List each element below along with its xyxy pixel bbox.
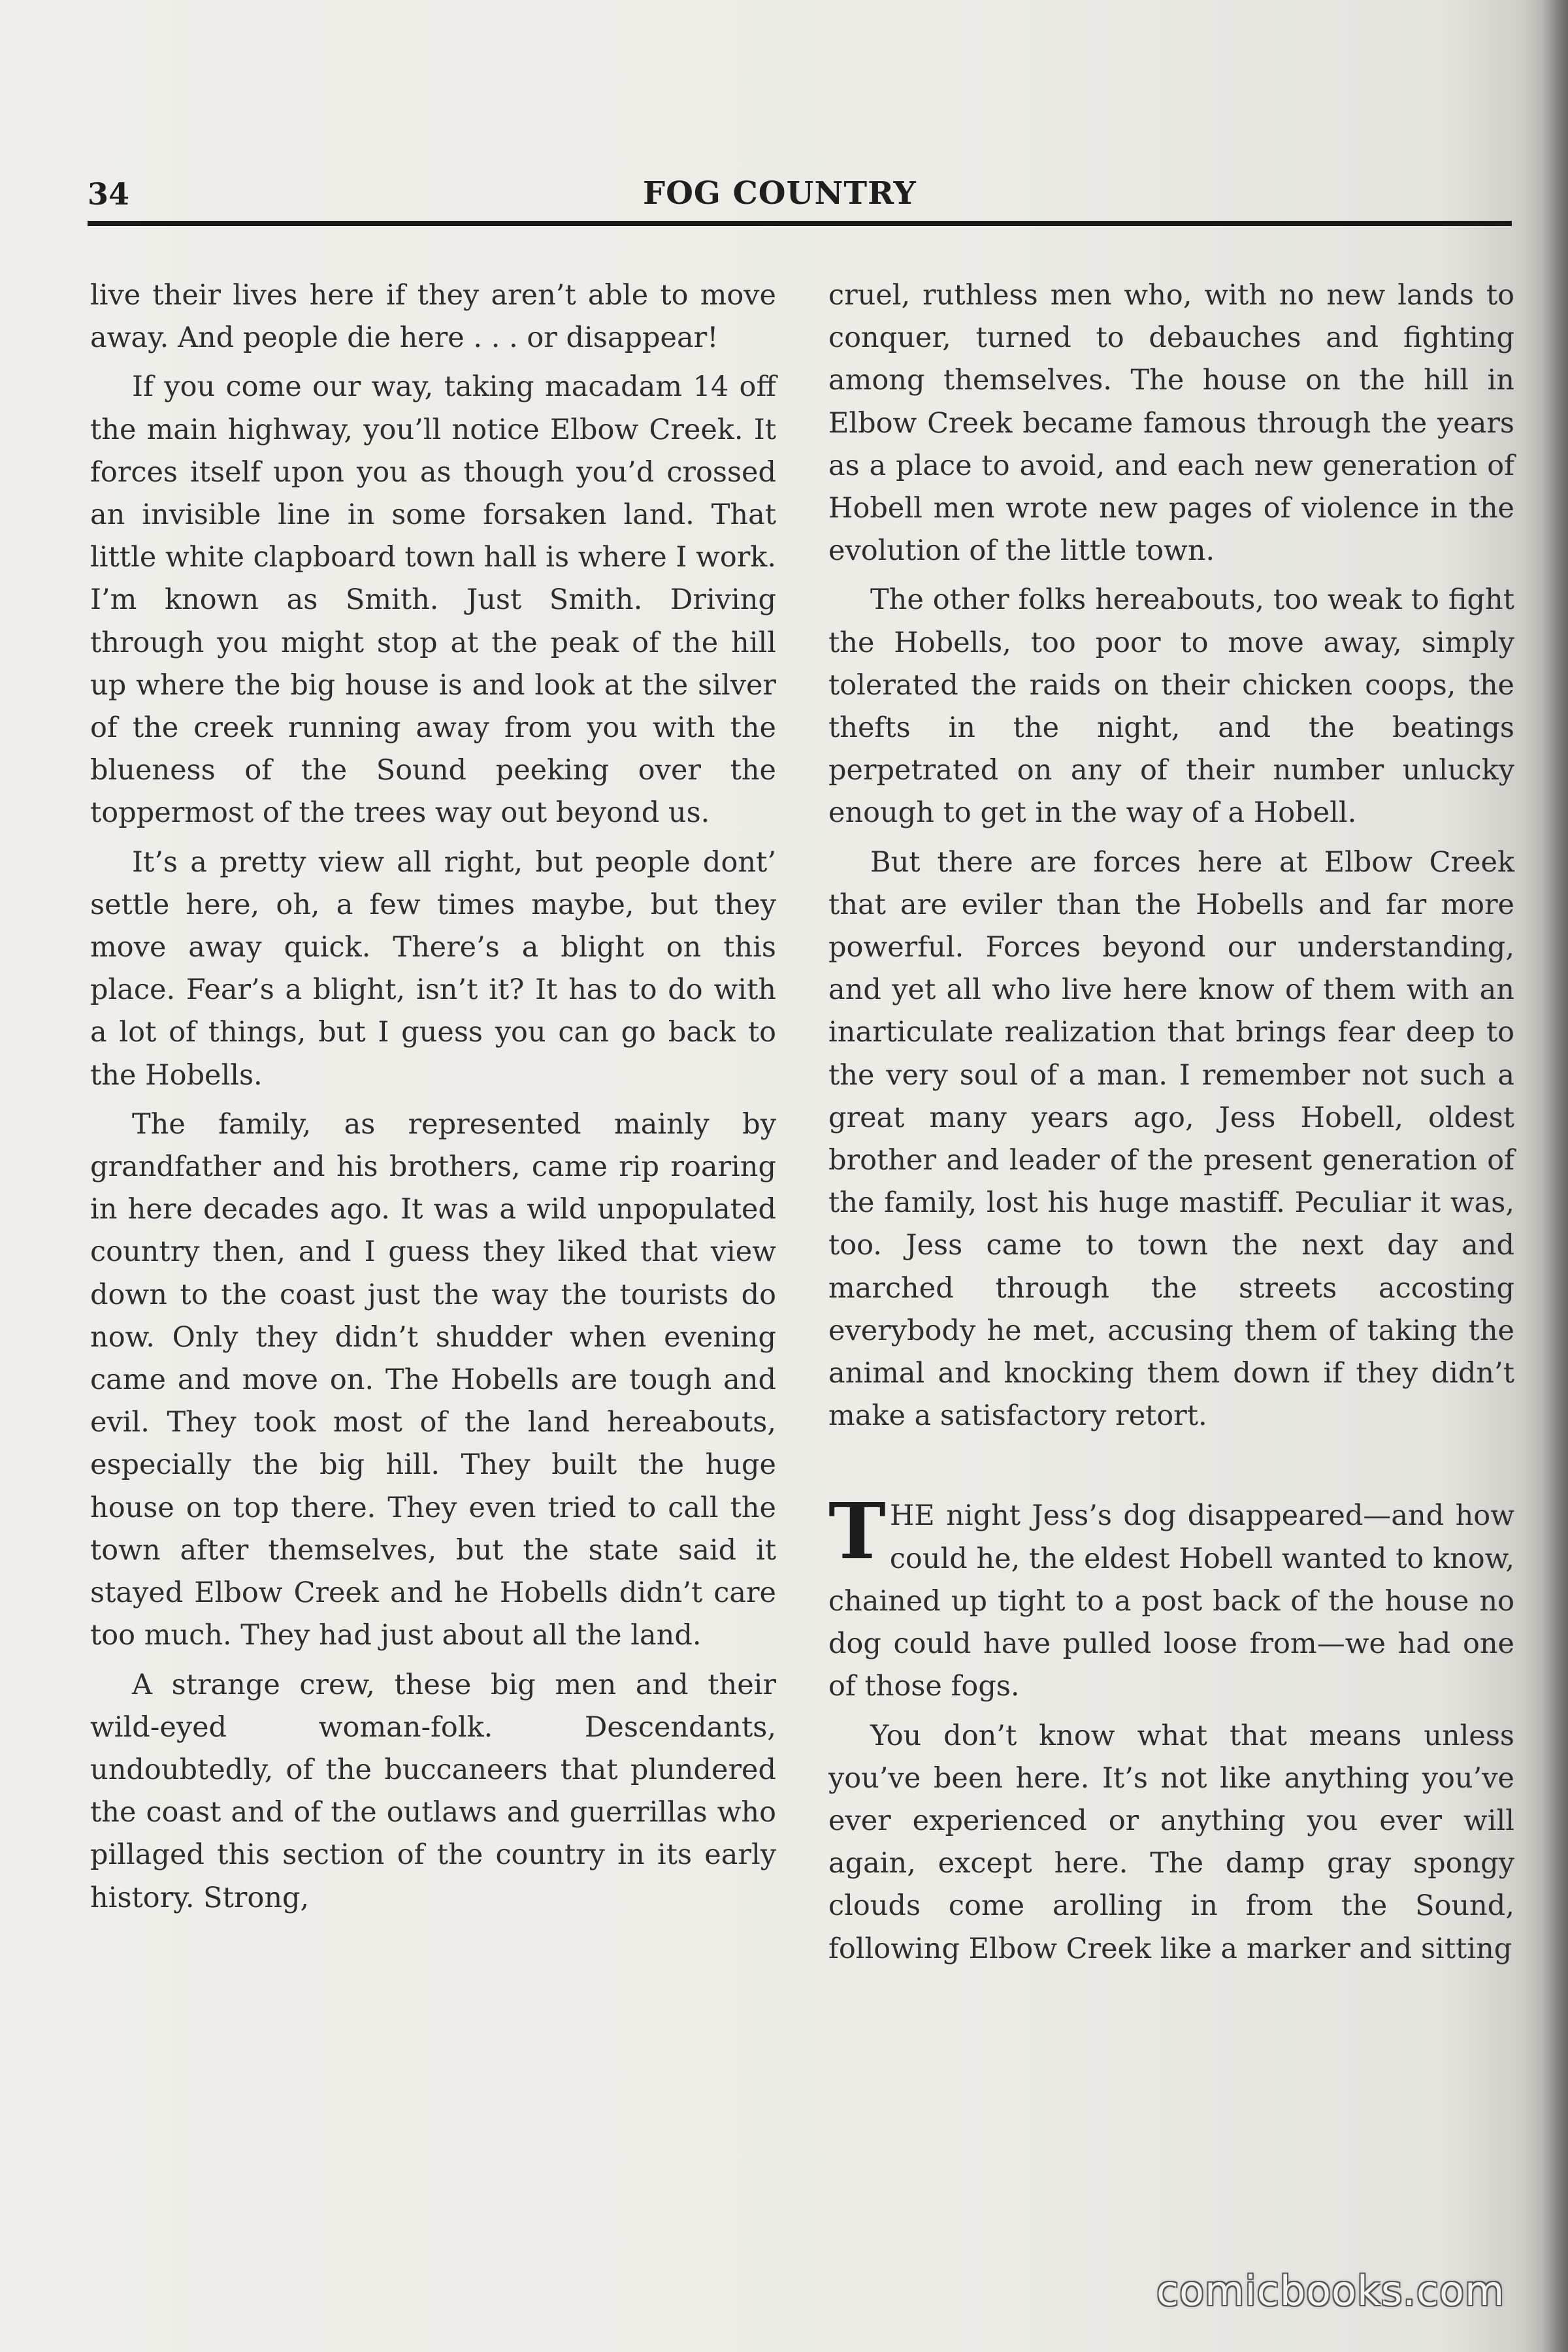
header-rule — [88, 221, 1512, 226]
section-break — [828, 1437, 1514, 1495]
paragraph: A strange crew, these big men and their wild-eyed woman-folk. Descendants, undoubtedly, of the buccaneers that plundered the coast and of the outlaws and guerrillas who pillaged this section of the country in its early history. Strong, — [90, 1668, 776, 1914]
dropcap-paragraph-text: HE night Jess’s dog disappeared—and how could he, the eldest Hobell wanted to know, chained up tight to a post back of the house no dog could have pulled loose from—we had one of those fogs. — [828, 1499, 1514, 1703]
watermark: comicbooks.com — [1156, 2267, 1505, 2315]
paragraph: But there are forces here at Elbow Creek that are eviler than the Hobells and far more powerful. Forces beyond our understanding, and yet all who live here know of them with an inarticulate realization that brings fear deep to the very soul of a man. I remember not such a great many years ago, Jess Hobell, oldest brother and leader of the present generation of the family, lost his huge mastiff. Peculiar it was, too. Jess came to town the next day and marched through the streets accosting everybody he met, accusing them of taking the animal and knocking them down if they didn’t make a satisfactory retort. — [828, 845, 1514, 1433]
dropcap-paragraph — [828, 1486, 1514, 1708]
binding-shadow — [1542, 0, 1568, 2352]
paragraph: live their lives here if they aren’t able to move away. And people die here . . . or disappear! — [90, 279, 776, 355]
running-title: FOG COUNTRY — [643, 175, 917, 212]
paragraph: If you come our way, taking macadam 14 off the main highway, you’ll notice Elbow Creek. It forces itself upon you as though you’d crossed an invisible line in some forsaken land. That little white clapboard town hall is where I work. I’m known as Smith. Just Smith. Driving through you might stop at the peak of the hill up where the big house is and look at the silver of the creek running away from you with the blueness of the Sound peeking over the toppermost of the trees way out beyond us. — [90, 370, 776, 830]
right-column — [828, 274, 1514, 1970]
paragraph: The other folks hereabouts, too weak to fight the Hobells, too poor to move away, simply tolerated the raids on their chicken coops, the thefts in the night, and the beatings perpetrated on any of their number unlucky enough to get in the way of a Hobell. — [828, 583, 1514, 830]
page-number: 34 — [88, 176, 130, 212]
paragraph: The family, as represented mainly by grandfather and his brothers, came rip roaring in here decades ago. It was a wild unpopulated country then, and I guess they liked that view down to the coast just the way the tourists do now. Only they didn’t shudder when evening came and move on. The Hobells are tough and evil. They took most of the land hereabouts, especially the big hill. They built the huge house on top there. They even tried to call the town after themselves, but the state said it stayed Elbow Creek and he Hobells didn’t care too much. They had just about all the land. — [90, 1107, 776, 1652]
paragraph: cruel, ruthless men who, with no new lands to conquer, turned to debauches and fighting among themselves. The house on the hill in Elbow Creek became famous through the years as a place to avoid, and each new generation of Hobell men wrote new pages of violence in the evolution of the little town. — [828, 279, 1514, 568]
paragraph: It’s a pretty view all right, but people dont’ settle here, oh, a few times maybe, but they move away quick. There’s a blight on this place. Fear’s a blight, isn’t it? It has to do with a lot of things, but I guess you can go back to the Hobells. — [90, 845, 776, 1092]
paragraph: You don’t know what that means unless you’ve been here. It’s not like anything you’ve ever experienced or anything you ever will again, except here. The damp gray spongy clouds come arolling in from the Sound, following Elbow Creek like a marker and sitting — [828, 1719, 1514, 1965]
drop-cap: T — [828, 1486, 886, 1577]
left-column — [90, 274, 776, 1919]
page-header — [88, 171, 1512, 223]
